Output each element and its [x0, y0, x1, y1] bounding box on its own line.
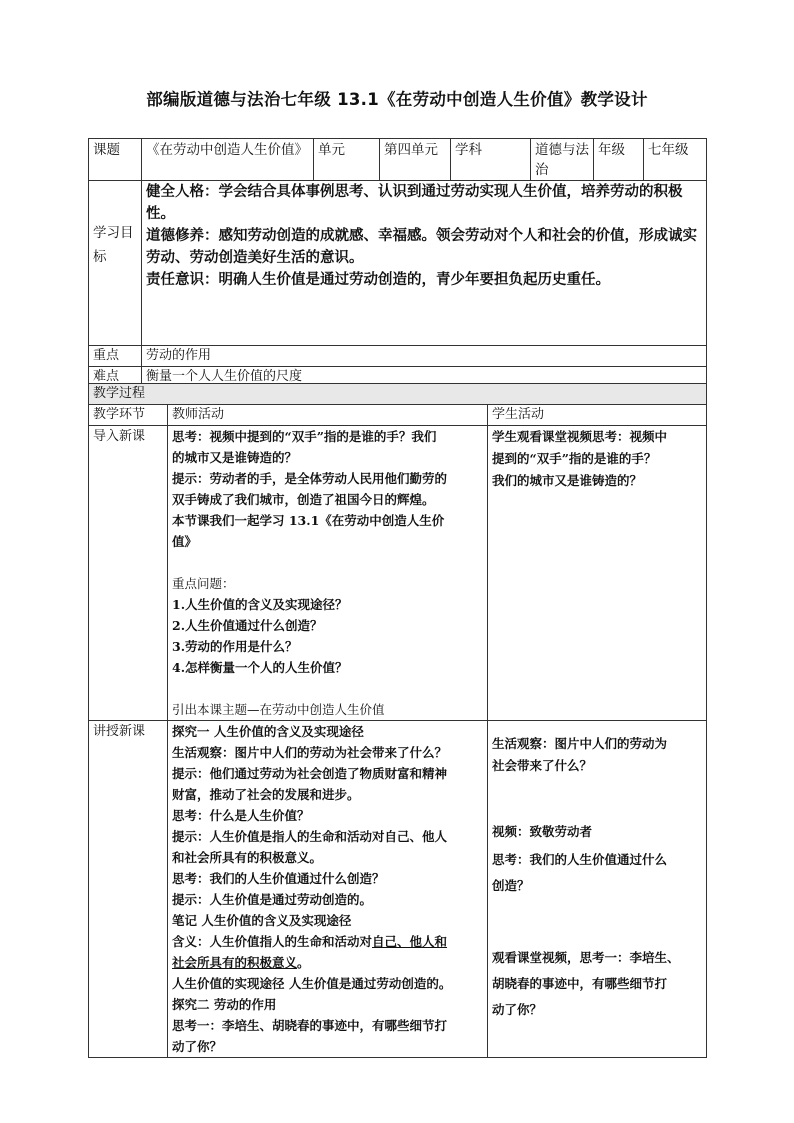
teacher-line: 双手铸成了我们城市，创造了祖国今日的辉煌。 [172, 492, 435, 507]
teacher-line: 财富，推动了社会的发展和进步。 [172, 787, 360, 802]
stage-lecture-teacher [168, 721, 488, 1058]
student-line: 学生观看课堂视频思考：视频中 [492, 429, 668, 444]
col-teacher: 教师活动 [168, 405, 488, 426]
student-line: 社会带来了什么？ [492, 758, 593, 773]
teacher-line: 3.劳动的作用是什么？ [172, 639, 298, 654]
student-line: 观看课堂视频，思考一：李培生、 [492, 950, 680, 965]
teacher-line: 提示：劳动者的手，是全体劳动人民用他们勤劳的 [172, 471, 448, 486]
grade-label: 年级 [594, 139, 644, 181]
subject-label: 学科 [451, 139, 531, 181]
col-student: 学生活动 [488, 405, 707, 426]
teacher-line: 生活观察：图片中人们的劳动为社会带来了什么？ [172, 745, 448, 760]
student-line: 动了你？ [492, 1002, 543, 1017]
stage-row-intro [89, 426, 707, 721]
stage-lecture-label: 讲授新课 [89, 721, 168, 1058]
teacher-line: 笔记 人生价值的含义及实现途径 [172, 913, 352, 928]
stage-intro-teacher [168, 426, 488, 721]
teacher-line: 提示：人生价值是通过劳动创造的。 [172, 892, 373, 907]
difficulty-value: 衡量一个人人生价值的尺度 [142, 367, 707, 388]
stage-intro-student [488, 426, 707, 721]
difficulty-label: 难点 [89, 367, 142, 388]
goal-text: ：明确人生价值是通过劳动创造的，青少年要担负起历史重任。 [204, 271, 610, 288]
teaching-process-table [88, 383, 707, 1058]
stage-row-lecture [89, 721, 707, 1058]
lesson-info-table [88, 138, 707, 388]
info-row-key [89, 346, 707, 367]
stage-lecture-student [488, 721, 707, 1058]
goal-item [146, 225, 702, 269]
topic-value: 《在劳动中创造人生价值》 [142, 139, 314, 181]
student-line: 视频：致敬劳动者 [492, 824, 593, 839]
goal-text: ：感知劳动创造的成就感、幸福感。领会劳动对个人和社会的价值，形成诚实劳动、劳动创造美好生活的意识。 [146, 227, 697, 266]
stage-intro-label: 导入新课 [89, 426, 168, 721]
teacher-line: 值》 [172, 534, 198, 549]
teacher-line: 探究二 劳动的作用 [172, 997, 277, 1012]
unit-value: 第四单元 [380, 139, 451, 181]
teacher-line: 1.人生价值的含义及实现途径？ [172, 597, 348, 612]
goal-label: 道德修养 [146, 228, 204, 244]
student-line: 创造？ [492, 878, 530, 893]
teacher-line: 人生价值的实现途径 人生价值是通过劳动创造的。 [172, 976, 452, 991]
teacher-line: 2.人生价值通过什么创造？ [172, 618, 323, 633]
teacher-line: 重点问题： [172, 576, 235, 591]
teacher-line: 思考一：李培生、胡晓春的事迹中，有哪些细节打 [172, 1018, 448, 1033]
process-header: 教学过程 [89, 384, 707, 405]
teacher-line: 思考：什么是人生价值？ [172, 808, 310, 823]
goal-label: 健全人格 [146, 184, 204, 200]
teacher-line: 思考：视频中提到的“双手”指的是谁的手？我们 [172, 429, 437, 444]
teacher-line: 探究一 人生价值的含义及实现途径 [172, 724, 364, 739]
teacher-line: 提示：人生价值是指人的生命和活动对自己、他人 [172, 829, 448, 844]
teacher-line: 含义：人生价值指人的生命和活动对自己、他人和 [172, 934, 448, 949]
goals-content [142, 181, 707, 346]
unit-label: 单元 [314, 139, 380, 181]
student-line: 我们的城市又是谁铸造的？ [492, 473, 643, 488]
process-column-row [89, 405, 707, 426]
teacher-line: 本节课我们一起学习 13.1《在劳动中创造人生价 [172, 513, 445, 528]
teacher-line: 动了你？ [172, 1039, 223, 1054]
process-header-row [89, 384, 707, 405]
goal-item [146, 269, 702, 291]
student-line: 生活观察：图片中人们的劳动为 [492, 736, 668, 751]
topic-label: 课题 [89, 139, 142, 181]
teacher-line: 4.怎样衡量一个人的人生价值？ [172, 660, 348, 675]
teacher-line: 的城市又是谁铸造的？ [172, 450, 298, 465]
grade-value: 七年级 [644, 139, 707, 181]
subject-value: 道德与法治 [531, 139, 594, 181]
info-row-topic [89, 139, 707, 181]
page-title: 部编版道德与法治七年级 13.1《在劳动中创造人生价值》教学设计 [146, 90, 648, 109]
teacher-line: 社会所具有的积极意义。 [172, 955, 310, 970]
goal-text: ：学会结合具体事例思考、认识到通过劳动实现人生价值，培养劳动的积极性。 [146, 183, 683, 222]
student-line: 胡晓春的事迹中，有哪些细节打 [492, 976, 668, 991]
key-label: 重点 [89, 346, 142, 367]
goals-label: 学习目标 [89, 181, 142, 346]
student-line: 思考：我们的人生价值通过什么 [492, 852, 668, 867]
teacher-line: 提示：他们通过劳动为社会创造了物质财富和精神 [172, 766, 448, 781]
teacher-line: 和社会所具有的积极意义。 [172, 850, 323, 865]
goal-label: 责任意识 [146, 272, 204, 288]
col-stage: 教学环节 [89, 405, 168, 426]
teacher-line: 思考：我们的人生价值通过什么创造？ [172, 871, 385, 886]
key-value: 劳动的作用 [142, 346, 707, 367]
info-row-goals [89, 181, 707, 346]
teacher-line: 引出本课主题—在劳动中创造人生价值 [172, 702, 385, 717]
goal-item [146, 181, 702, 225]
student-line: 提到的“双手”指的是谁的手？ [492, 451, 657, 466]
